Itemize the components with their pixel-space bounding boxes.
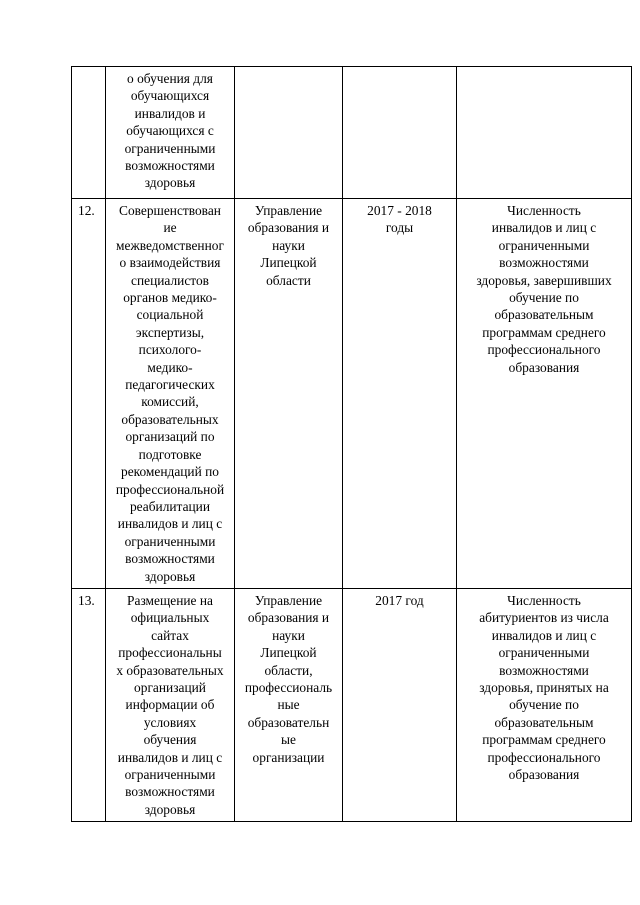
measure-cell: о обучения для обучающихся инвалидов и обучающихся с ограниченными возможностями здоровья xyxy=(106,67,235,199)
period-cell: 2017 год xyxy=(343,589,457,822)
responsible-cell: Управление образования и науки Липецкой области xyxy=(235,199,343,589)
table-row xyxy=(72,589,632,822)
measures-table xyxy=(71,66,632,822)
indicator-cell: Численность инвалидов и лиц с ограниченными возможностями здоровья, завершивших обучение по образовательным программам среднего профессионального образования xyxy=(457,199,632,589)
row-number-cell xyxy=(72,67,106,199)
table-row xyxy=(72,199,632,589)
responsible-cell: Управление образования и науки Липецкой области, профессиональ ные образовательн ые организации xyxy=(235,589,343,822)
period-cell xyxy=(343,67,457,199)
measure-cell: Размещение на официальных сайтах профессиональны х образовательных организаций информации об условиях обучения инвалидов и лиц с ограниченными возможностями здоровья xyxy=(106,589,235,822)
row-number-cell: 13. xyxy=(72,589,106,822)
table-row xyxy=(72,67,632,199)
responsible-cell xyxy=(235,67,343,199)
measure-cell: Совершенствован ие межведомственног о взаимодействия специалистов органов медико- социальной экспертизы, психолого- медико- педагогических комиссий, образовательных организаций по подготовке рекомендаций по профессиональной реабилитации инвалидов и лиц с ограниченными возможностями здоровья xyxy=(106,199,235,589)
row-number-cell: 12. xyxy=(72,199,106,589)
indicator-cell xyxy=(457,67,632,199)
period-cell: 2017 - 2018 годы xyxy=(343,199,457,589)
indicator-cell: Численность абитуриентов из числа инвалидов и лиц с ограниченными возможностями здоровья, принятых на обучение по образовательным программам среднего профессионального образования xyxy=(457,589,632,822)
